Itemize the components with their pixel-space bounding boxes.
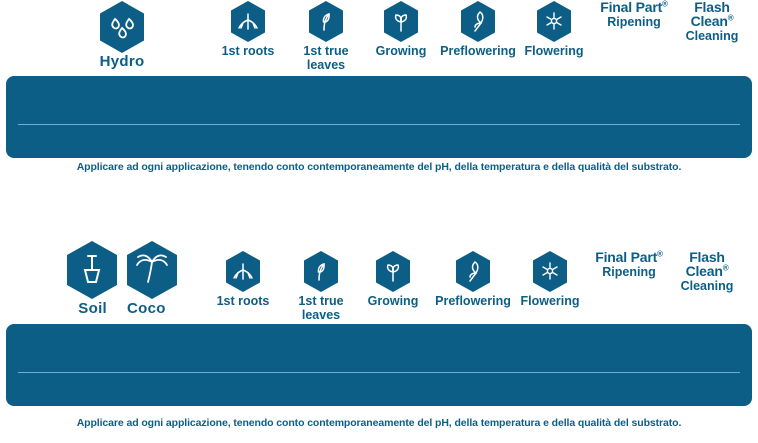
stage-label: 1st roots <box>216 294 270 308</box>
hydro-feeding-chart <box>0 0 758 173</box>
stage-icon-wrap <box>295 0 357 43</box>
stage-icon-wrap <box>513 250 587 293</box>
medium-label-soil: Soil <box>78 300 107 317</box>
stage-icon-wrap <box>434 250 512 293</box>
stage-label: Preflowering <box>435 294 511 308</box>
bar-divider <box>18 124 740 125</box>
registered-mark: ® <box>722 263 729 273</box>
stage-column-1st-roots-hydro <box>218 0 278 59</box>
registered-mark: ® <box>662 0 668 9</box>
stage-label: Ripening <box>602 265 656 279</box>
flash-clean-brand: Flash Clean <box>685 249 725 279</box>
stage-label: Cleaning <box>680 279 734 293</box>
soil-header-row <box>0 240 758 328</box>
registered-mark: ® <box>727 13 734 23</box>
final-part-text <box>596 0 672 14</box>
stage-label: 1st true leaves <box>298 294 344 322</box>
stage-icon-wrap <box>212 250 274 293</box>
stage-icon-wrap <box>360 250 426 293</box>
medium-label-coco: Coco <box>127 300 166 317</box>
stage-column-cleaning-hydro <box>672 0 752 44</box>
final-part-brand: Final Part <box>595 249 658 265</box>
stage-label: 1st true leaves <box>303 44 349 72</box>
leaf-sprout-icon <box>307 0 345 43</box>
stage-label: Preflowering <box>440 44 516 58</box>
water-drops-icon <box>98 0 146 54</box>
growing-plant-icon <box>382 0 420 43</box>
stage-column-1st-true-leaves-hydro <box>295 0 357 72</box>
stage-icon-wrap <box>368 0 434 43</box>
soil-coco-feeding-chart <box>0 240 758 429</box>
roots-icon <box>229 0 267 43</box>
stage-label: Cleaning <box>685 29 739 43</box>
flash-clean-brand: Flash Clean <box>690 0 730 29</box>
growing-plant-icon <box>374 250 412 293</box>
flower-icon <box>535 0 573 43</box>
stage-column-ripening-hydro <box>596 0 672 30</box>
medium-icons-soil-coco <box>52 240 192 300</box>
hydro-feeding-bar <box>6 76 752 158</box>
hydro-footnote: Applicare ad ogni applicazione, tenendo conto contemporaneamente del pH, della temperatura e della qualità del substrato. <box>76 161 682 173</box>
stage-icon-wrap <box>218 0 278 43</box>
hydro-header-row <box>0 0 758 72</box>
leaf-sprout-icon <box>302 250 340 293</box>
final-part-text <box>590 250 668 264</box>
stage-column-flowering-soil <box>513 250 587 309</box>
medium-icons-hydro <box>76 0 168 54</box>
stage-icon-wrap <box>290 250 352 293</box>
flower-icon <box>531 250 569 293</box>
stage-label: Ripening <box>607 15 661 29</box>
stage-label: Growing <box>367 294 419 308</box>
stage-label: Flowering <box>520 294 580 308</box>
bud-icon <box>454 250 492 293</box>
flash-clean-text <box>672 0 752 28</box>
stage-label: Growing <box>375 44 427 58</box>
soil-coco-feeding-bar <box>6 324 752 406</box>
medium-label-hydro: Hydro <box>99 53 145 70</box>
stage-icon-wrap <box>518 0 590 43</box>
stage-label: Flowering <box>524 44 584 58</box>
stage-column-cleaning-soil <box>666 250 748 294</box>
stage-column-1st-true-leaves-soil <box>290 250 352 322</box>
registered-mark: ® <box>657 249 663 259</box>
bud-icon <box>459 0 497 43</box>
medium-column-hydro <box>76 0 168 70</box>
medium-column-soil-coco <box>52 240 192 317</box>
bar-divider <box>18 372 740 373</box>
flash-clean-text <box>666 250 748 278</box>
final-part-brand: Final Part <box>600 0 663 15</box>
stage-icon-wrap <box>440 0 516 43</box>
shovel-icon <box>65 240 119 300</box>
coco-palm-icon <box>125 240 179 300</box>
stage-column-ripening-soil <box>590 250 668 280</box>
stage-column-preflowering-soil <box>434 250 512 309</box>
stage-column-flowering-hydro <box>518 0 590 59</box>
stage-label: 1st roots <box>221 44 275 58</box>
stage-column-1st-roots-soil <box>212 250 274 309</box>
stage-column-growing-hydro <box>368 0 434 59</box>
soil-coco-footnote: Applicare ad ogni applicazione, tenendo conto contemporaneamente del pH, della temperatura e della qualità del substrato. <box>76 417 682 429</box>
roots-icon <box>224 250 262 293</box>
stage-column-growing-soil <box>360 250 426 309</box>
stage-column-preflowering-hydro <box>440 0 516 59</box>
